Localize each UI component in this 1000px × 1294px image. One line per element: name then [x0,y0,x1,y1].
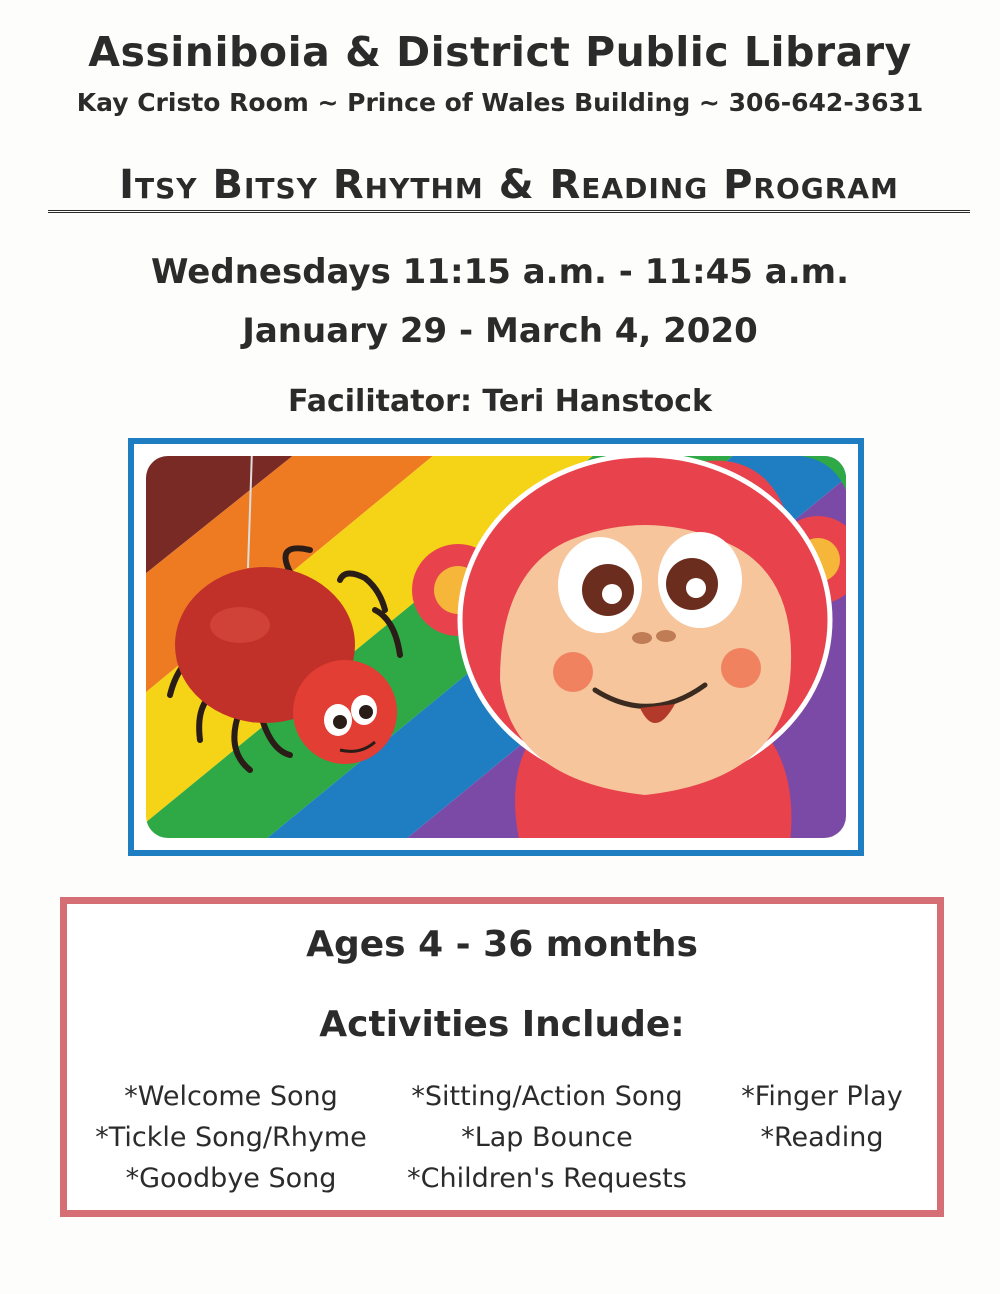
activities-heading: Activities Include: [319,1004,685,1045]
schedule-line: Wednesdays 11:15 a.m. - 11:45 a.m. [151,252,849,292]
program-title: Itsy Bitsy Rhythm & Reading Program [48,162,970,213]
activity-item: *Goodbye Song [125,1163,337,1194]
facilitator-line: Facilitator: Teri Hanstock [288,384,712,419]
activity-item: *Tickle Song/Rhyme [95,1122,367,1153]
program-illustration [128,438,864,856]
location-line: Kay Cristo Room ~ Prince of Wales Building ~ 306-642-3631 [76,88,924,117]
library-name: Assiniboia & District Public Library [88,28,912,76]
activity-item: *Finger Play [741,1081,903,1112]
spider-monkey-illustration [140,450,852,844]
activity-column-2 [387,1076,707,1199]
activity-item: *Welcome Song [124,1081,338,1112]
info-box [60,897,944,1217]
activity-item: *Reading [760,1122,884,1153]
activity-item: *Sitting/Action Song [411,1081,683,1112]
activity-column-3 [717,1076,927,1158]
activity-item: *Children's Requests [407,1163,687,1194]
ages-heading: Ages 4 - 36 months [306,924,698,965]
activity-column-1 [81,1076,381,1199]
activity-item: *Lap Bounce [461,1122,633,1153]
dates-line: January 29 - March 4, 2020 [242,311,758,351]
